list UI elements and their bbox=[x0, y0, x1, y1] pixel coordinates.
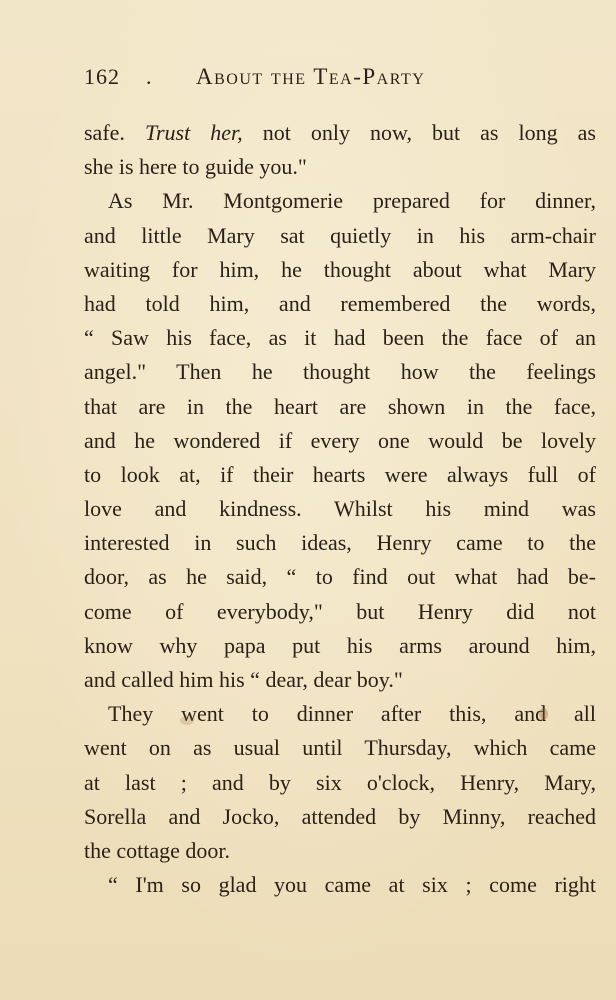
text-line-1-post: not only now, but as long as bbox=[242, 120, 596, 145]
text-line-9: that are in the heart are shown in the face, bbox=[84, 393, 596, 419]
text-line-21: Sorella and Jocko, attended by Minny, reached bbox=[84, 803, 596, 829]
page-number: 162 bbox=[84, 64, 120, 89]
text-line-4: and little Mary sat quietly in his arm-chair bbox=[84, 222, 596, 248]
text-line-18: They went to dinner after this, and all bbox=[108, 701, 596, 727]
text-line-1-pre: safe. bbox=[84, 120, 145, 145]
text-line-7: “ Saw his face, as it had been the face of an bbox=[84, 325, 596, 351]
ink-stain bbox=[539, 708, 548, 720]
text-line-17: and called him his “ dear, dear boy." bbox=[84, 667, 403, 692]
text-line-6: had told him, and remembered the words, bbox=[84, 290, 596, 316]
text-line-1-italic: Trust her, bbox=[144, 120, 243, 145]
text-line-10: and he wondered if every one would be lovely bbox=[84, 427, 596, 453]
text-line-2: she is here to guide you." bbox=[84, 154, 307, 180]
text-line-1 bbox=[84, 116, 596, 150]
text-line-19: went on as usual until Thursday, which came bbox=[84, 735, 596, 761]
text-line-20: at last ; and by six o'clock, Henry, Mary, bbox=[84, 769, 596, 795]
text-line-12: love and kindness. Whilst his mind was bbox=[84, 496, 596, 522]
header-dot: . bbox=[146, 64, 153, 89]
text-line-23: “ I'm so glad you came at six ; come right bbox=[108, 872, 596, 898]
text-line-16: know why papa put his arms around him, bbox=[84, 632, 596, 658]
text-line-22: the cottage door. bbox=[84, 837, 231, 863]
text-line-11: to look at, if their hearts were always full of bbox=[84, 461, 596, 487]
body-text bbox=[84, 116, 596, 902]
text-line-14: door, as he said, “ to find out what had be- bbox=[84, 564, 596, 590]
text-line-8: angel." Then he thought how the feelings bbox=[84, 359, 596, 385]
text-line-13: interested in such ideas, Henry came to the bbox=[84, 530, 596, 556]
ink-stain bbox=[180, 716, 194, 725]
page-header bbox=[84, 64, 604, 94]
running-title: About the Tea-Party bbox=[196, 64, 426, 89]
text-line-15: come of everybody," but Henry did not bbox=[84, 598, 596, 624]
text-line-5: waiting for him, he thought about what Mary bbox=[84, 256, 596, 282]
text-line-3: As Mr. Montgomerie prepared for dinner, bbox=[108, 188, 596, 214]
